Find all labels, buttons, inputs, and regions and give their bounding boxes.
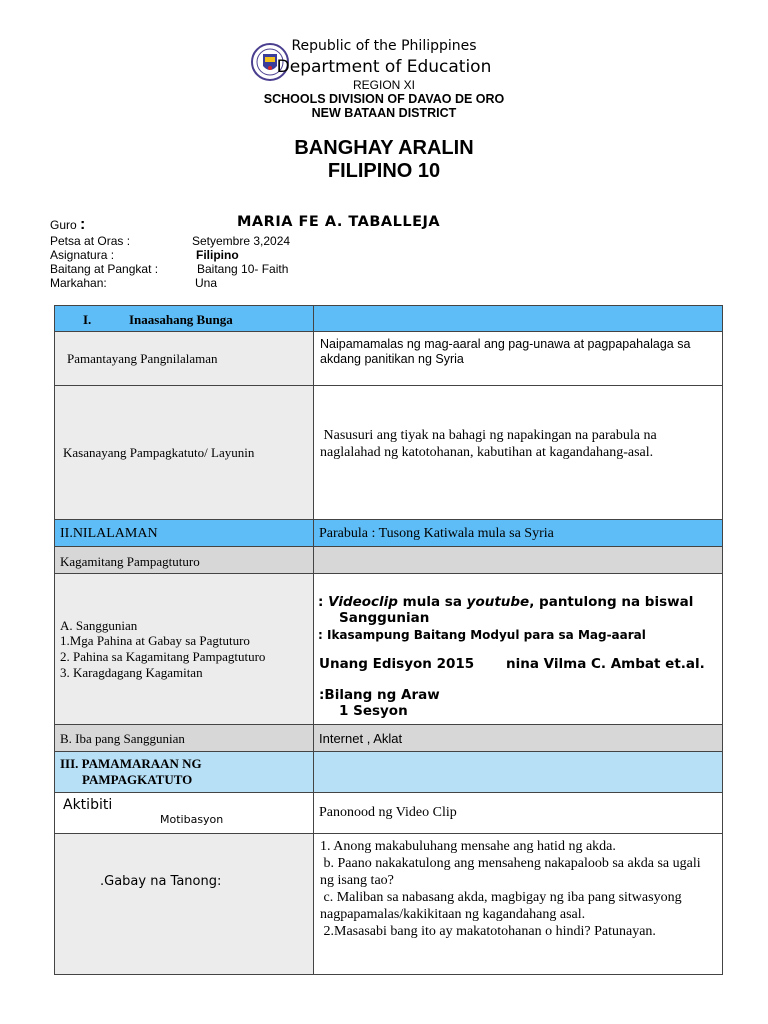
ref-author: nina Vilma C. Ambat et.al. [506,656,705,672]
b-value: Internet , Aklat [319,731,403,746]
sec1-value-cell [313,305,723,332]
gabay-label-cell [54,833,314,975]
ref-sesyon: 1 Sesyon [339,703,408,719]
pamantayan-value-cell [313,331,723,386]
question-2: b. Paano nakakatulong ang mensaheng nakapaloob sa akda sa ugali ng isang tao? [320,856,705,888]
sec1-title: Inaasahang Bunga [129,312,233,327]
sanggunian-a: A. Sanggunian [60,618,138,633]
kasanayan-value: Nasusuri ang tiyak na bahagi ng napakingan na parabula na naglalahad ng katotohanan, kabutihan at kagandahang-asal. [320,428,661,460]
question-4: 2.Masasabi bang ito ay makatotohanan o hindi? Patunayan. [320,924,656,939]
question-3: c. Maliban sa nabasang akda, magbigay ng iba pang sitwasyong nagpapamalas/kakikitaan ng kagandahang asal. [320,890,686,922]
aktibiti-label-cell [54,792,314,834]
sec2-label: II.NILALAMAN [60,526,158,541]
sec3-value-cell [313,751,723,793]
markahan-label: Markahan: [50,276,107,290]
sec3-line2: PAMPAGKATUTO [82,772,193,787]
baitang-label: Baitang at Pangkat : [50,262,159,276]
kagamitan-label: Kagamitang Pampagtuturo [60,554,200,569]
pamantayan-value: Naipamamalas ng mag-aaral ang pag-unawa at pagpapahalaga sa akdang panitikan ng Syria [320,337,691,366]
aktibiti-value-cell [313,792,723,834]
ref-line1: : Videoclip mula sa youtube, pantulong na biswal [318,594,694,610]
sec1-header [54,305,314,332]
sec3-label-cell [54,751,314,793]
sanggunian-1: 1.Mga Pahina at Gabay sa Pagtuturo [60,633,250,648]
sanggunian-2: 2. Pahina sa Kagamitang Pampagtuturo [60,649,266,664]
header-division: SCHOOLS DIVISION OF DAVAO DE ORO [263,92,505,106]
header-district: NEW BATAAN DISTRICT [311,106,457,120]
b-label: B. Iba pang Sanggunian [60,731,185,746]
sec2-label-cell [54,519,314,547]
sanggunian-3: 3. Karagdagang Kagamitan [60,665,203,680]
sec3-line1: III. PAMAMARAAN NG [60,756,202,771]
kasanayan-label: Kasanayang Pampagkatuto/ Layunin [63,445,255,460]
aktibiti-label: Aktibiti [63,797,113,813]
header-department: Department of Education [276,57,492,77]
header-republic: Republic of the Philippines [291,38,477,54]
kagamitan-value-cell [313,546,723,574]
gabay-value-cell [313,833,723,975]
ref-line2: : Ikasampung Baitang Modyul para sa Mag-aaral [318,628,646,642]
guro-value: MARIA FE A. TABALLEJA [237,214,441,230]
kasanayan-label-cell [54,385,314,520]
sec2-value: Parabula : Tusong Katiwala mula sa Syria [319,526,554,541]
pamantayan-label-cell [54,331,314,386]
b-value-cell [313,724,723,752]
question-1: 1. Anong makabuluhang mensahe ang hatid ng akda. [320,839,616,854]
ref-sanggunian: Sanggunian [339,610,430,626]
b-label-cell [54,724,314,752]
markahan-value: Una [195,276,218,290]
baitang-value: Baitang 10- Faith [197,262,289,276]
kasanayan-value-cell [313,385,723,520]
doc-subtitle: FILIPINO 10 [327,160,441,182]
petsa-label: Petsa at Oras : [50,234,131,248]
guro-label: Guro : [50,216,86,233]
sec1-num: I. [83,312,92,327]
motibasyon-label: Motibasyon [160,813,224,826]
asignatura-label: Asignatura : [50,248,115,262]
sanggunian-value-cell [313,573,723,725]
pamantayan-label: Pamantayang Pangnilalaman [67,351,218,366]
kagamitan-label-cell [54,546,314,574]
sec2-value-cell [313,519,723,547]
sanggunian-label-cell [54,573,314,725]
header-region: REGION XI [352,78,415,92]
ref-edisyon: Unang Edisyon 2015 [319,656,475,672]
asignatura-value: Filipino [196,248,239,262]
ref-bilang: :Bilang ng Araw [319,687,440,703]
aktibiti-value: Panonood ng Video Clip [319,805,457,820]
petsa-value: Setyembre 3,2024 [192,234,291,248]
doc-title: BANGHAY ARALIN [294,137,474,159]
gabay-label: .Gabay na Tanong: [100,874,222,889]
